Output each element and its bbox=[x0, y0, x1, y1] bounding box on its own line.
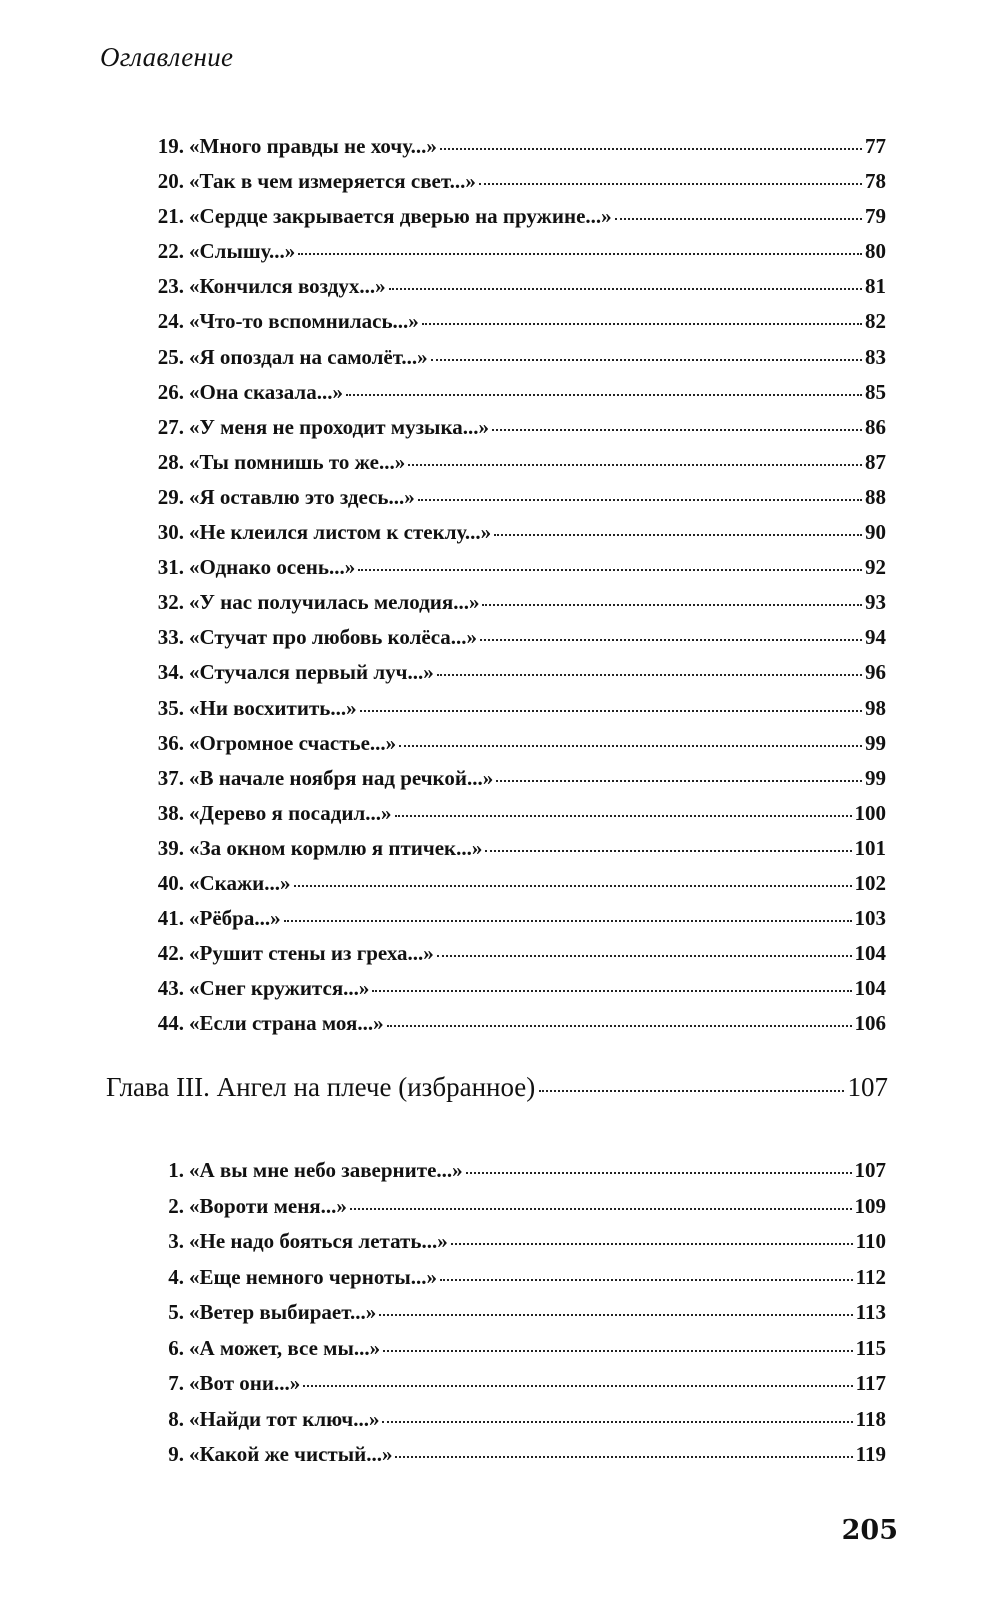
page-number: 205 bbox=[841, 1515, 898, 1546]
dot-leader bbox=[440, 148, 862, 150]
toc-entry bbox=[150, 1407, 886, 1443]
toc-entry bbox=[150, 1371, 886, 1407]
toc-entry bbox=[150, 1194, 886, 1230]
entry-title: «Что-то вспомнилась...» bbox=[189, 309, 419, 334]
toc-entry bbox=[150, 520, 886, 555]
toc-entry bbox=[150, 731, 886, 766]
entry-page-number: 80 bbox=[865, 239, 886, 264]
toc-entry bbox=[150, 871, 886, 906]
entry-title: «Ты помнишь то же...» bbox=[189, 449, 406, 474]
entry-number: 33. bbox=[157, 625, 184, 650]
entry-number: 8. bbox=[168, 1406, 184, 1431]
entry-number: 29. bbox=[157, 484, 184, 509]
dot-leader bbox=[437, 955, 852, 957]
entry-number: 37. bbox=[157, 765, 184, 790]
dot-leader bbox=[395, 815, 852, 817]
entry-page-number: 88 bbox=[865, 484, 886, 509]
toc-entry bbox=[150, 450, 886, 485]
dot-leader bbox=[440, 1279, 853, 1281]
dot-leader bbox=[389, 288, 862, 290]
chapter-title: Глава III. Ангел на плече (избранное) bbox=[106, 1072, 536, 1102]
dot-leader bbox=[539, 1090, 843, 1092]
entry-number: 2. bbox=[168, 1193, 184, 1218]
entry-title: «Так в чем измеряется свет...» bbox=[189, 169, 476, 194]
toc-entry bbox=[150, 625, 886, 660]
entry-number: 23. bbox=[157, 274, 184, 299]
dot-leader bbox=[298, 253, 862, 255]
entry-page-number: 96 bbox=[865, 660, 886, 685]
dot-leader bbox=[399, 745, 862, 747]
entry-title: «Я опоздал на самолёт...» bbox=[189, 344, 428, 369]
entry-page-number: 104 bbox=[854, 976, 886, 1001]
entry-page-number: 102 bbox=[854, 870, 886, 895]
dot-leader bbox=[431, 359, 862, 361]
entry-page-number: 101 bbox=[854, 835, 886, 860]
toc-entry bbox=[150, 976, 886, 1011]
dot-leader bbox=[418, 499, 862, 501]
entry-page-number: 98 bbox=[865, 695, 886, 720]
running-head: Оглавление bbox=[100, 42, 234, 72]
dot-leader bbox=[350, 1208, 852, 1210]
dot-leader bbox=[480, 639, 862, 641]
toc-entry bbox=[150, 204, 886, 239]
toc-entry bbox=[150, 134, 886, 169]
entry-title: «Ни восхитить...» bbox=[189, 695, 357, 720]
toc-entry bbox=[150, 696, 886, 731]
toc-entry bbox=[150, 1011, 886, 1046]
toc-entry bbox=[150, 836, 886, 871]
toc-entry bbox=[150, 1336, 886, 1372]
toc-list-section-2 bbox=[150, 1158, 886, 1478]
dot-leader bbox=[383, 1350, 853, 1352]
entry-number: 22. bbox=[157, 239, 184, 264]
entry-number: 4. bbox=[168, 1264, 184, 1289]
dot-leader bbox=[496, 780, 862, 782]
toc-entry bbox=[150, 801, 886, 836]
entry-page-number: 103 bbox=[854, 906, 886, 931]
toc-entry bbox=[150, 485, 886, 520]
dot-leader bbox=[615, 218, 862, 220]
entry-number: 34. bbox=[157, 660, 184, 685]
toc-entry bbox=[150, 590, 886, 625]
entry-number: 24. bbox=[157, 309, 184, 334]
dot-leader bbox=[451, 1243, 853, 1245]
entry-number: 38. bbox=[157, 800, 184, 825]
dot-leader bbox=[408, 464, 862, 466]
entry-page-number: 115 bbox=[855, 1335, 886, 1360]
entry-number: 44. bbox=[157, 1011, 184, 1036]
entry-page-number: 87 bbox=[865, 449, 886, 474]
entry-title: «Сердце закрывается дверью на пружине...» bbox=[189, 204, 612, 229]
entry-page-number: 99 bbox=[865, 765, 886, 790]
entry-number: 32. bbox=[157, 590, 184, 615]
entry-page-number: 82 bbox=[865, 309, 886, 334]
entry-page-number: 83 bbox=[865, 344, 886, 369]
entry-number: 7. bbox=[168, 1371, 184, 1395]
entry-title: «Рушит стены из греха...» bbox=[189, 941, 434, 966]
entry-number: 9. bbox=[168, 1442, 184, 1466]
toc-entry bbox=[150, 1442, 886, 1478]
entry-page-number: 117 bbox=[855, 1371, 886, 1395]
dot-leader bbox=[482, 604, 862, 606]
dot-leader bbox=[395, 1456, 852, 1458]
entry-number: 42. bbox=[157, 941, 184, 966]
entry-page-number: 94 bbox=[865, 625, 886, 650]
dot-leader bbox=[379, 1314, 852, 1316]
toc-entry bbox=[150, 345, 886, 380]
dot-leader bbox=[372, 990, 851, 992]
entry-number: 21. bbox=[157, 204, 184, 229]
entry-number: 25. bbox=[157, 344, 184, 369]
dot-leader bbox=[466, 1172, 852, 1174]
toc-entry bbox=[150, 169, 886, 204]
dot-leader bbox=[360, 710, 862, 712]
entry-title: «Дерево я посадил...» bbox=[189, 800, 392, 825]
entry-title: «Не клеился листом к стеклу...» bbox=[189, 520, 492, 545]
entry-title: «Найди тот ключ...» bbox=[189, 1406, 380, 1431]
entry-title: «А вы мне небо заверните...» bbox=[189, 1158, 463, 1182]
entry-title: «Огромное счастье...» bbox=[189, 730, 397, 755]
entry-number: 19. bbox=[157, 134, 184, 158]
dot-leader bbox=[422, 323, 862, 325]
entry-page-number: 85 bbox=[865, 379, 886, 404]
entry-title: «Какой же чистый...» bbox=[189, 1442, 393, 1466]
entry-number: 28. bbox=[157, 449, 184, 474]
entry-page-number: 79 bbox=[865, 204, 886, 229]
entry-title: «Еще немного черноты...» bbox=[189, 1264, 438, 1289]
entry-number: 27. bbox=[157, 414, 184, 439]
entry-number: 31. bbox=[157, 555, 184, 580]
entry-page-number: 92 bbox=[865, 555, 886, 580]
entry-page-number: 99 bbox=[865, 730, 886, 755]
entry-number: 20. bbox=[157, 169, 184, 194]
entry-title: «Стучался первый луч...» bbox=[189, 660, 434, 685]
dot-leader bbox=[494, 534, 862, 536]
entry-number: 43. bbox=[157, 976, 184, 1001]
entry-title: «Однако осень...» bbox=[189, 555, 356, 580]
entry-title: «Я оставлю это здесь...» bbox=[189, 484, 415, 509]
toc-entry bbox=[150, 1300, 886, 1336]
dot-leader bbox=[294, 885, 852, 887]
toc-entry bbox=[150, 766, 886, 801]
dot-leader bbox=[346, 394, 862, 396]
entry-number: 39. bbox=[157, 835, 184, 860]
entry-number: 5. bbox=[168, 1300, 184, 1324]
toc-entry bbox=[150, 906, 886, 941]
entry-number: 26. bbox=[157, 379, 184, 404]
entry-title: «Слышу...» bbox=[189, 239, 296, 264]
entry-title: «А может, все мы...» bbox=[189, 1335, 381, 1360]
dot-leader bbox=[284, 920, 852, 922]
entry-title: «Кончился воздух...» bbox=[189, 274, 386, 299]
entry-number: 1. bbox=[168, 1158, 184, 1182]
entry-page-number: 110 bbox=[855, 1229, 886, 1253]
entry-title: «Скажи...» bbox=[189, 870, 291, 895]
chapter-heading bbox=[106, 1072, 888, 1103]
entry-page-number: 100 bbox=[854, 800, 886, 825]
entry-page-number: 93 bbox=[865, 590, 886, 615]
entry-page-number: 104 bbox=[854, 941, 886, 966]
entry-title: «Вот они...» bbox=[189, 1371, 301, 1395]
entry-title: «За окном кормлю я птичек...» bbox=[189, 835, 483, 860]
entry-page-number: 81 bbox=[865, 274, 886, 299]
toc-entry bbox=[150, 555, 886, 590]
toc-entry bbox=[150, 274, 886, 309]
toc-entry bbox=[150, 380, 886, 415]
entry-page-number: 113 bbox=[855, 1300, 886, 1324]
dot-leader bbox=[303, 1385, 852, 1387]
entry-title: «Много правды не хочу...» bbox=[189, 134, 437, 158]
entry-title: «Не надо бояться летать...» bbox=[189, 1229, 448, 1253]
entry-page-number: 107 bbox=[854, 1158, 886, 1182]
toc-list-section-1 bbox=[150, 134, 886, 1046]
entry-page-number: 119 bbox=[855, 1442, 886, 1466]
entry-page-number: 86 bbox=[865, 414, 886, 439]
entry-title: «Она сказала...» bbox=[189, 379, 343, 404]
entry-title: «В начале ноября над речкой...» bbox=[189, 765, 494, 790]
toc-entry bbox=[150, 309, 886, 344]
entry-title: «У нас получилась мелодия...» bbox=[189, 590, 480, 615]
dot-leader bbox=[387, 1025, 852, 1027]
entry-title: «Если страна моя...» bbox=[189, 1011, 384, 1036]
toc-entry bbox=[150, 660, 886, 695]
entry-page-number: 118 bbox=[855, 1406, 886, 1431]
dot-leader bbox=[492, 429, 862, 431]
entry-title: «Рёбра...» bbox=[189, 906, 281, 931]
entry-page-number: 77 bbox=[865, 134, 886, 158]
entry-number: 6. bbox=[168, 1335, 184, 1360]
entry-title: «Ветер выбирает...» bbox=[189, 1300, 377, 1324]
entry-title: «Вороти меня...» bbox=[189, 1193, 347, 1218]
toc-entry bbox=[150, 1158, 886, 1194]
entry-number: 41. bbox=[157, 906, 184, 931]
dot-leader bbox=[437, 674, 862, 676]
entry-number: 40. bbox=[157, 870, 184, 895]
toc-entry bbox=[150, 941, 886, 976]
entry-page-number: 109 bbox=[854, 1193, 886, 1218]
dot-leader bbox=[382, 1421, 852, 1423]
dot-leader bbox=[479, 183, 862, 185]
entry-number: 35. bbox=[157, 695, 184, 720]
entry-number: 36. bbox=[157, 730, 184, 755]
entry-page-number: 78 bbox=[865, 169, 886, 194]
entry-number: 30. bbox=[157, 520, 184, 545]
toc-entry bbox=[150, 1265, 886, 1301]
dot-leader bbox=[358, 569, 862, 571]
entry-number: 3. bbox=[168, 1229, 184, 1253]
dot-leader bbox=[485, 850, 851, 852]
entry-page-number: 106 bbox=[854, 1011, 886, 1036]
toc-entry bbox=[150, 1229, 886, 1265]
entry-title: «У меня не проходит музыка...» bbox=[189, 414, 489, 439]
entry-title: «Стучат про любовь колёса...» bbox=[189, 625, 478, 650]
entry-title: «Снег кружится...» bbox=[189, 976, 370, 1001]
entry-page-number: 90 bbox=[865, 520, 886, 545]
entry-page-number: 112 bbox=[855, 1264, 886, 1289]
toc-entry bbox=[150, 415, 886, 450]
toc-entry bbox=[150, 239, 886, 274]
chapter-page: 107 bbox=[847, 1072, 888, 1102]
